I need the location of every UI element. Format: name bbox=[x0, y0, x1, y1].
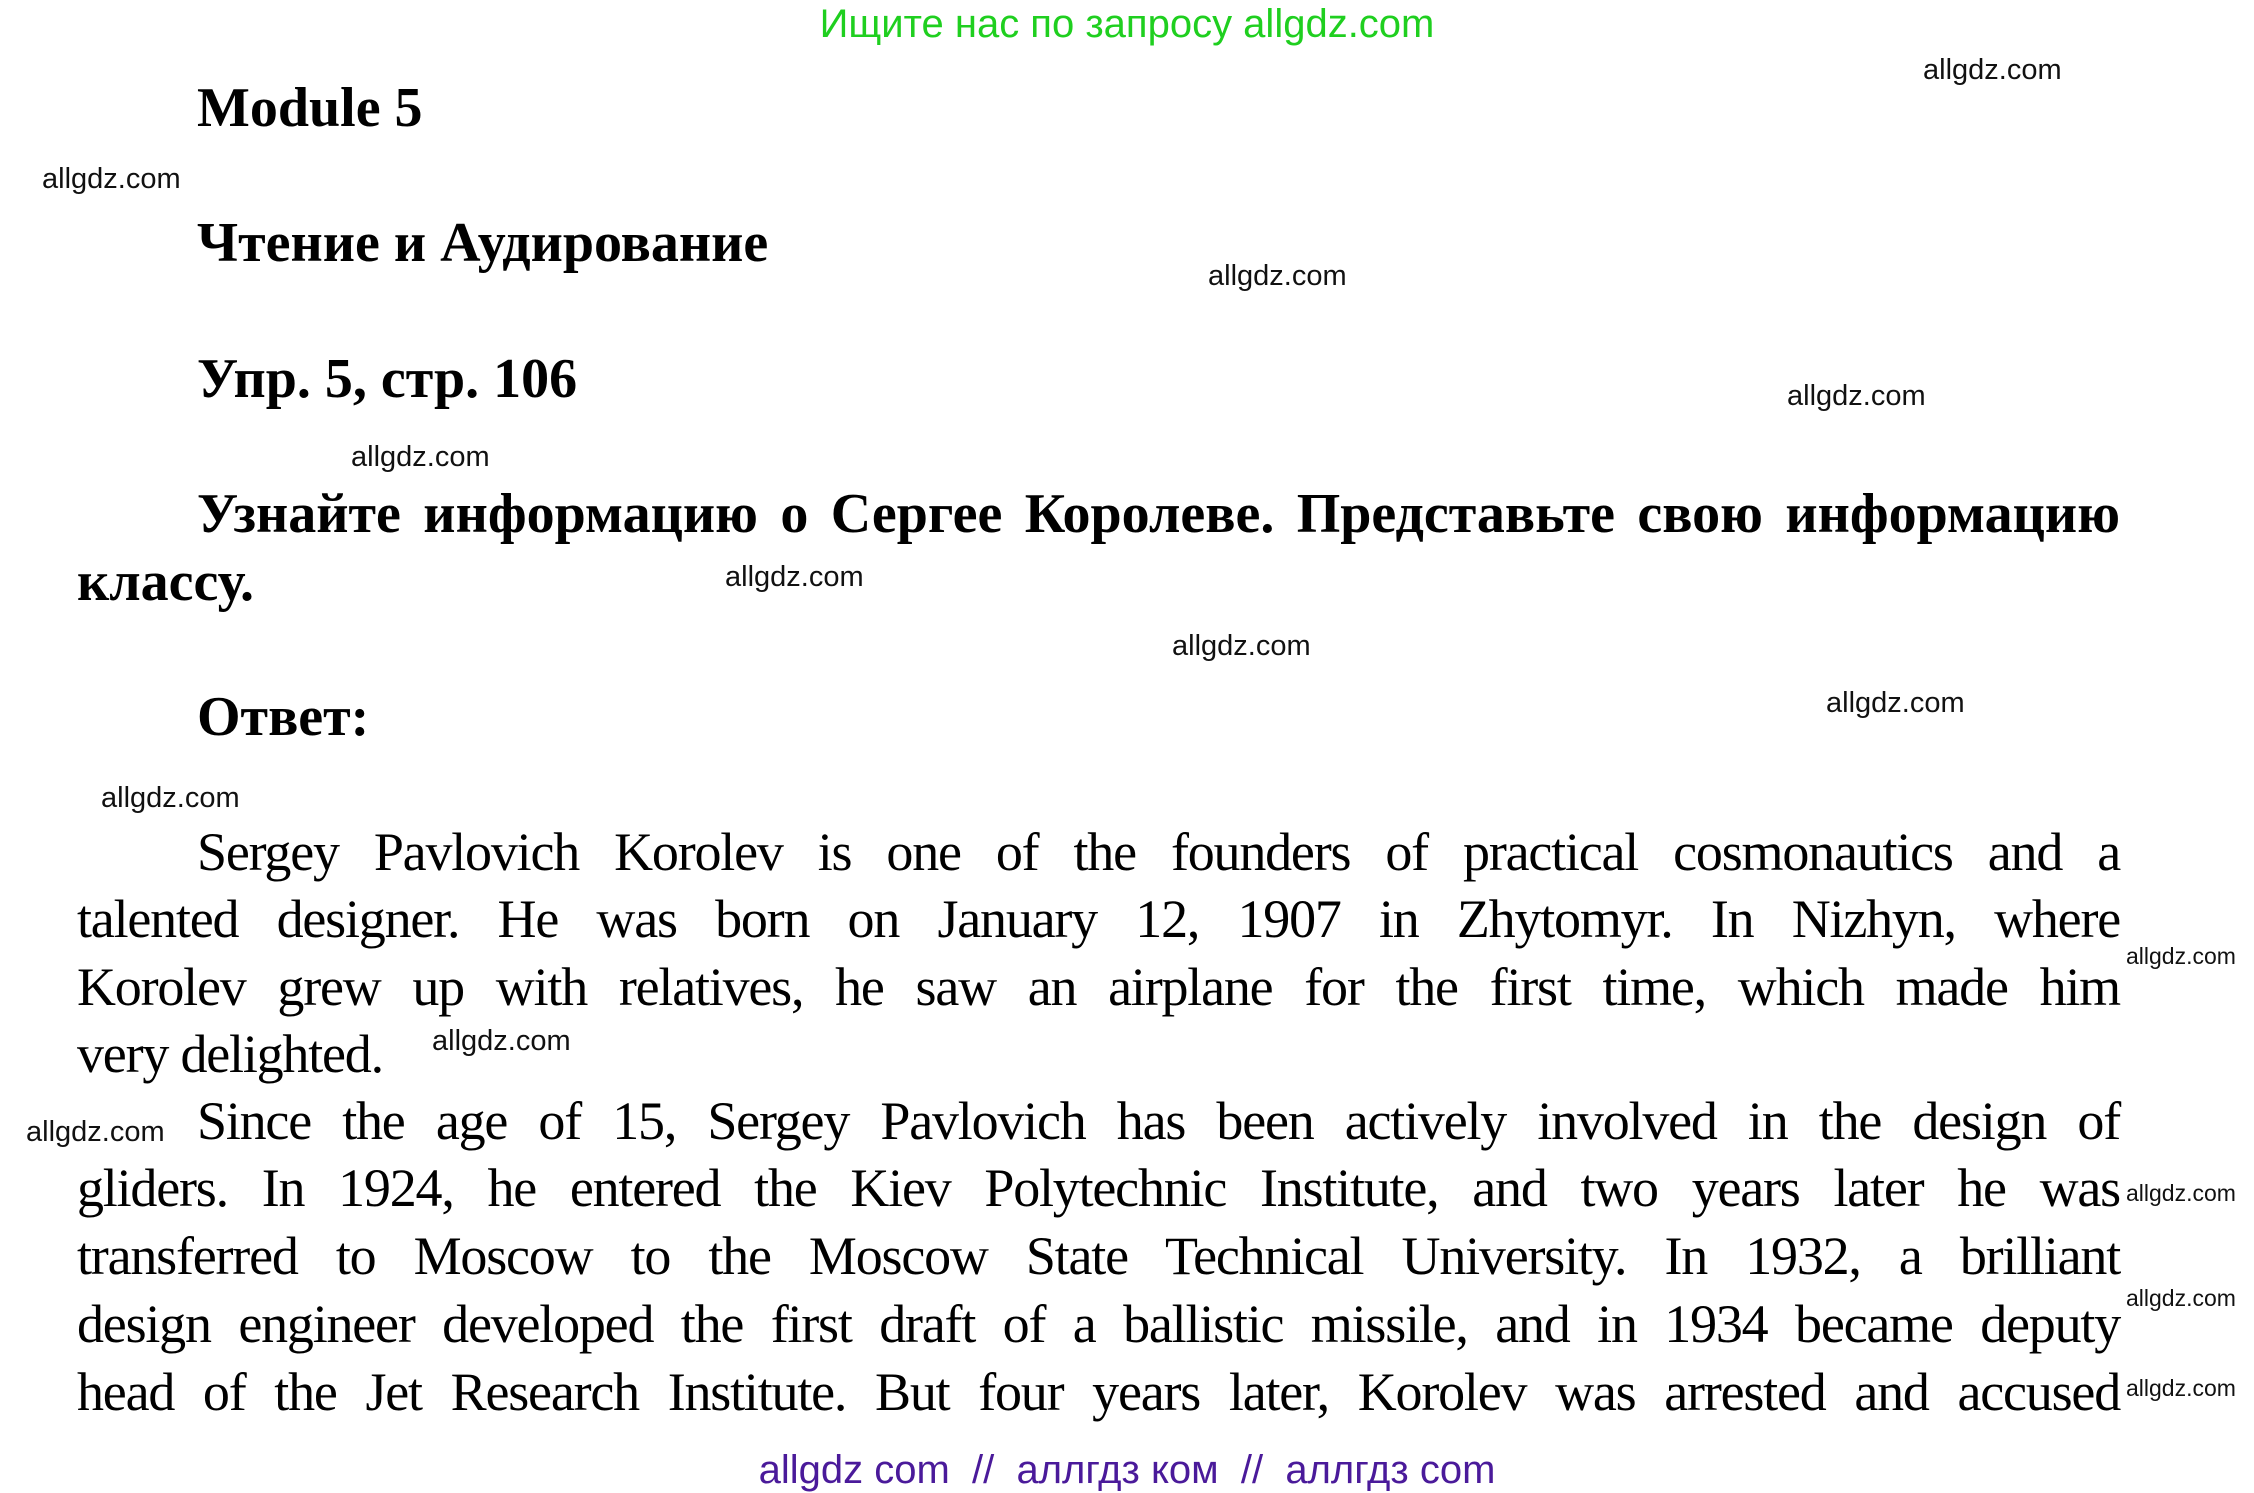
watermark: allgdz.com bbox=[26, 1116, 165, 1148]
watermark: allgdz.com bbox=[725, 561, 864, 593]
body-line: Korolev grew up with relatives, he saw an airplane for the first time, which made him bbox=[77, 957, 2120, 1017]
watermark: allgdz.com bbox=[351, 441, 490, 473]
task-text-line1: Узнайте информацию о Сергее Королеве. Представьте свою информацию bbox=[197, 483, 2120, 545]
body-line: gliders. In 1924, he entered the Kiev Polytechnic Institute, and two years later he was bbox=[77, 1158, 2120, 1218]
watermark: allgdz.com bbox=[1826, 687, 1965, 719]
watermark: allgdz.com bbox=[1923, 54, 2062, 86]
body-line: head of the Jet Research Institute. But four years later, Korolev was arrested and accused bbox=[77, 1362, 2120, 1422]
watermark: allgdz.com bbox=[1787, 380, 1926, 412]
watermark: allgdz.com bbox=[2126, 1285, 2236, 1311]
watermark: allgdz.com bbox=[1208, 260, 1347, 292]
answer-label: Ответ: bbox=[197, 686, 370, 748]
task-text-line2: классу. bbox=[77, 551, 255, 613]
watermark: allgdz.com bbox=[2126, 1375, 2236, 1401]
body-line: Sergey Pavlovich Korolev is one of the founders of practical cosmonautics and a bbox=[197, 822, 2120, 882]
watermark: allgdz.com bbox=[42, 163, 181, 195]
promo-banner[interactable]: Ищите нас по запросу allgdz.com bbox=[819, 2, 1435, 46]
body-line: Since the age of 15, Sergey Pavlovich has been actively involved in the design of bbox=[197, 1091, 2120, 1151]
watermark: allgdz.com bbox=[432, 1025, 571, 1057]
watermark: allgdz.com bbox=[1172, 630, 1311, 662]
body-line: design engineer developed the first draft of a ballistic missile, and in 1934 became deputy bbox=[77, 1294, 2120, 1354]
body-line: transferred to Moscow to the Moscow State Technical University. In 1932, a brilliant bbox=[77, 1226, 2120, 1286]
section-title: Чтение и Аудирование bbox=[197, 212, 769, 274]
watermark: allgdz.com bbox=[2126, 1180, 2236, 1206]
watermark: allgdz.com bbox=[101, 782, 240, 814]
exercise-title: Упр. 5, стр. 106 bbox=[197, 348, 578, 410]
module-title: Module 5 bbox=[197, 77, 423, 139]
watermark: allgdz.com bbox=[2126, 943, 2236, 969]
body-line: talented designer. He was born on January 12, 1907 in Zhytomyr. In Nizhyn, where bbox=[77, 889, 2120, 949]
body-line: very delighted. bbox=[77, 1024, 383, 1084]
footer-links[interactable]: allgdz com // аллгдз ком // аллгдз com bbox=[758, 1448, 1496, 1492]
